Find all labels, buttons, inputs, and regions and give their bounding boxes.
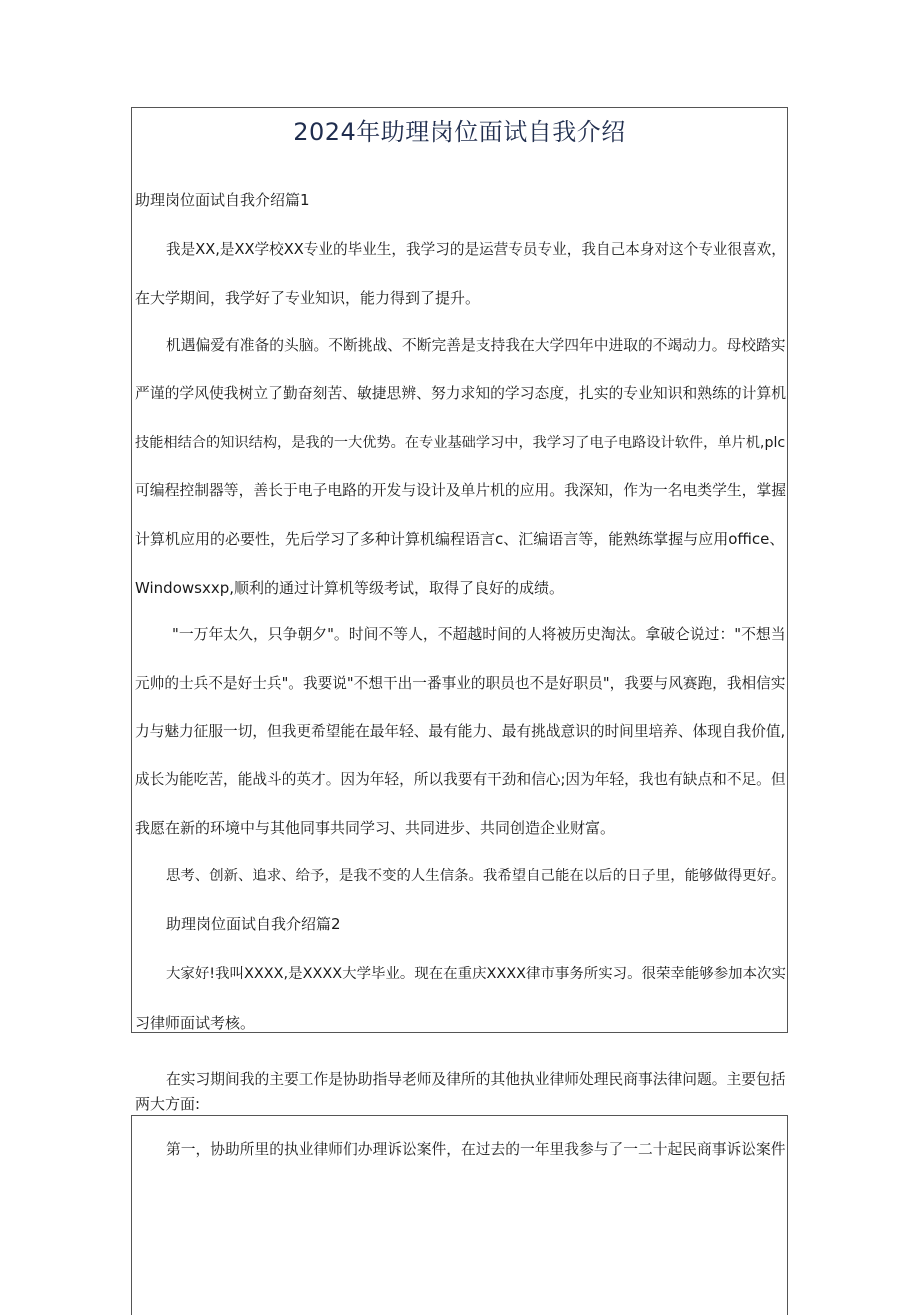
paragraph-line: 大家好!我叫XXXX,是XXXX大学毕业。现在在重庆XXXX律市事务所实习。很荣幸能够参加本次实	[166, 966, 786, 982]
paragraph-line: 我愿在新的环境中与其他同事共同学习、共同进步、共同创造企业财富。	[135, 819, 616, 837]
section-heading-2: 助理岗位面试自我介绍篇2	[166, 915, 341, 933]
paragraph-line: 技能相结合的知识结构，是我的一大优势。在专业基础学习中，我学习了电子电路设计软件，单片机,plc	[135, 435, 786, 451]
document-title: 2024年助理岗位面试自我介绍	[293, 118, 626, 146]
paragraph-line: 严谨的学风使我树立了勤奋刻苦、敏捷思辨、努力求知的学习态度，扎实的专业知识和熟练的计算机	[135, 385, 787, 402]
paragraph-line: 我是XX,是XX学校XX专业的毕业生，我学习的是运营专员专业，我自己本身对这个专业很喜欢，	[166, 241, 786, 258]
paragraph-line: 习律师面试考核。	[135, 1014, 256, 1032]
paragraph-line: 第一，协助所里的执业律师们办理诉讼案件，在过去的一年里我参与了一二十起民商事诉讼案件	[166, 1141, 786, 1158]
paragraph-line: Windowsxxp,顺利的通过计算机等级考试，取得了良好的成绩。	[135, 579, 565, 597]
section-heading-1: 助理岗位面试自我介绍篇1	[135, 191, 310, 209]
paragraph-line: 力与魅力征服一切，但我更希望能在最年轻、最有能力、最有挑战意识的时间里培养、体现自我价值,	[135, 723, 786, 740]
paragraph-line: "一万年太久，只争朝夕"。时间不等人，不超越时间的人将被历史淘汰。拿破仑说过："不想当	[172, 626, 786, 643]
paragraph-line: 元帅的士兵不是好士兵"。我要说"不想干出一番事业的职员也不是好职员"，我要与风赛跑，我相信实	[135, 675, 786, 692]
paragraph-line: 可编程控制器等，善长于电子电路的开发与设计及单片机的应用。我深知，作为一名电类学生，掌握	[135, 482, 787, 499]
paragraph-line: 两大方面:	[135, 1095, 201, 1113]
paragraph-line: 在实习期间我的主要工作是协助指导老师及律所的其他执业律师处理民商事法律问题。主要包括	[166, 1071, 786, 1088]
paragraph-line: 思考、创新、追求、给予，是我不变的人生信条。我希望自己能在以后的日子里，能够做得更好。	[166, 868, 786, 884]
paragraph-line: 计算机应用的必要性，先后学习了多种计算机编程语言c、汇编语言等，能熟练掌握与应用office、	[135, 530, 785, 548]
paragraph-line: 成长为能吃苦，能战斗的英才。因为年轻，所以我要有干劲和信心;因为年轻，我也有缺点和不足。但	[135, 771, 786, 788]
paragraph-line: 在大学期间，我学好了专业知识，能力得到了提升。	[135, 289, 481, 307]
paragraph-line: 机遇偏爱有准备的头脑。不断挑战、不断完善是支持我在大学四年中进取的不竭动力。母校踏实	[166, 337, 786, 354]
